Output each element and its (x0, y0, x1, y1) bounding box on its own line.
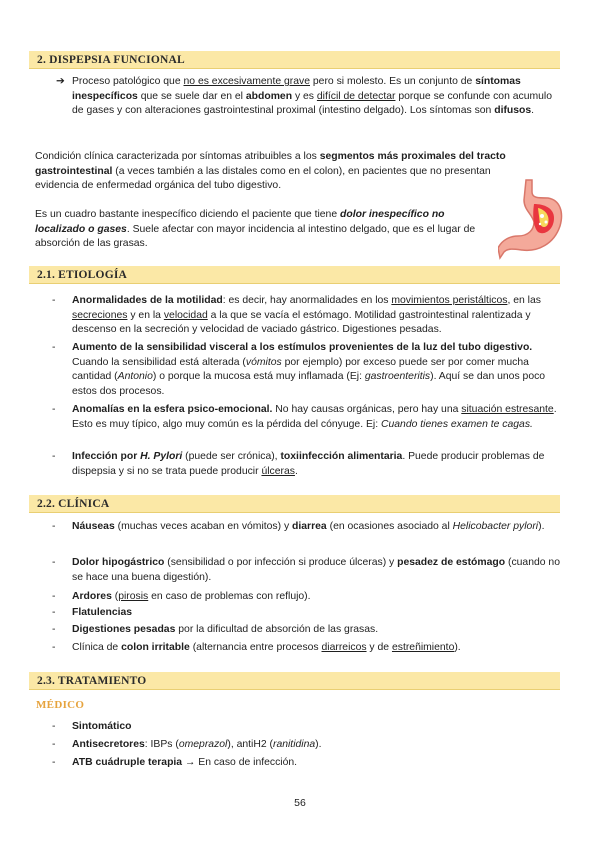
list-item: - Sintomático (52, 721, 132, 732)
list-item: - Antisecretores: IBPs (omeprazol), antiH2 (ranitidina). (52, 739, 322, 750)
subheading-medico: MÉDICO (36, 699, 85, 711)
list-item: - Digestiones pesadas por la dificultad de absorción de las grasas. (52, 624, 379, 635)
arrow-bullet: ➔ (56, 76, 65, 87)
list-item: - Infección por H. Pylori (puede ser crónica), toxiinfección alimentaria. Puede producir problemas de dispepsia y si no se trata puede producir úlceras. (52, 451, 545, 477)
list-item: - ATB cuádruple terapia → En caso de infección. (52, 757, 298, 768)
section-header-etiologia: 2.1. ETIOLOGÍA (29, 266, 560, 284)
section-header-tratamiento: 2.3. TRATAMIENTO (29, 672, 560, 690)
page-number: 56 (294, 797, 306, 809)
definition-paragraph: Condición clínica caracterizada por síntomas atribuibles a los segmentos más proximales del tracto gastrointestinal (a veces también a las distales como en el colon), en pacientes que no presentan evidencia de enfermedad orgánica del tubo digestivo. (35, 151, 506, 192)
section-header-clinica: 2.2. CLÍNICA (29, 495, 560, 513)
list-item: - Dolor hipogástrico (sensibilidad o por infección si produce úlceras) y pesadez de estómago (cuando no se hace una buena digestión). (52, 557, 560, 583)
list-item: - Náuseas (muchas veces acaban en vómitos) y diarrea (en ocasiones asociado al Helicobacter pylori). (52, 521, 545, 532)
list-item: - Aumento de la sensibilidad visceral a los estímulos provenientes de la luz del tubo digestivo. Cuando la sensibilidad está alterada (vómitos por ejemplo) por exceso puede ser por comer mucha cantidad (Antonio) o porque la mucosa está muy inflamada (Ej: gastroenteritis). Aquí se dan unos poco estos dos procesos. (52, 342, 546, 397)
section-header-dispepsia: 2. DISPEPSIA FUNCIONAL (29, 51, 560, 69)
list-item: - Anomalías en la esfera psico-emocional. No hay causas orgánicas, pero hay una situación estresante. Esto es muy típico, algo muy común es la pérdida del cónyuge. Ej: Cuando tienes examen te cagas. (52, 404, 557, 430)
description-paragraph: Es un cuadro bastante inespecífico diciendo el paciente que tiene dolor inespecífico no localizado o gases. Suele afectar con mayor incidencia al intestino delgado, que es el lugar de absorción de las grasas. (35, 209, 476, 250)
list-item: - Ardores (pirosis en caso de problemas con reflujo). (52, 591, 311, 602)
list-item: - Flatulencias (52, 607, 133, 618)
stomach-icon (498, 178, 568, 260)
intro-paragraph: Proceso patológico que no es excesivamente grave pero si molesto. Es un conjunto de síntomas inespecíficos que se suele dar en el abdomen y es difícil de detectar porque se confunde con acumulo de gases y con alteraciones gastrointestinal proximal (intestino delgado). Los síntomas son difusos. (72, 76, 553, 117)
list-item: - Clínica de colon irritable (alternancia entre procesos diarreicos y de estreñimiento). (52, 642, 461, 653)
list-item: - Anormalidades de la motilidad: es decir, hay anormalidades en los movimientos peristálticos, en las secreciones y en la velocidad a la que se vacía el estómago. Motilidad gastrointestinal ralentizada y descenso en la secreción y velocidad de vaciado gástrico. Digestiones pesadas. (52, 295, 541, 336)
